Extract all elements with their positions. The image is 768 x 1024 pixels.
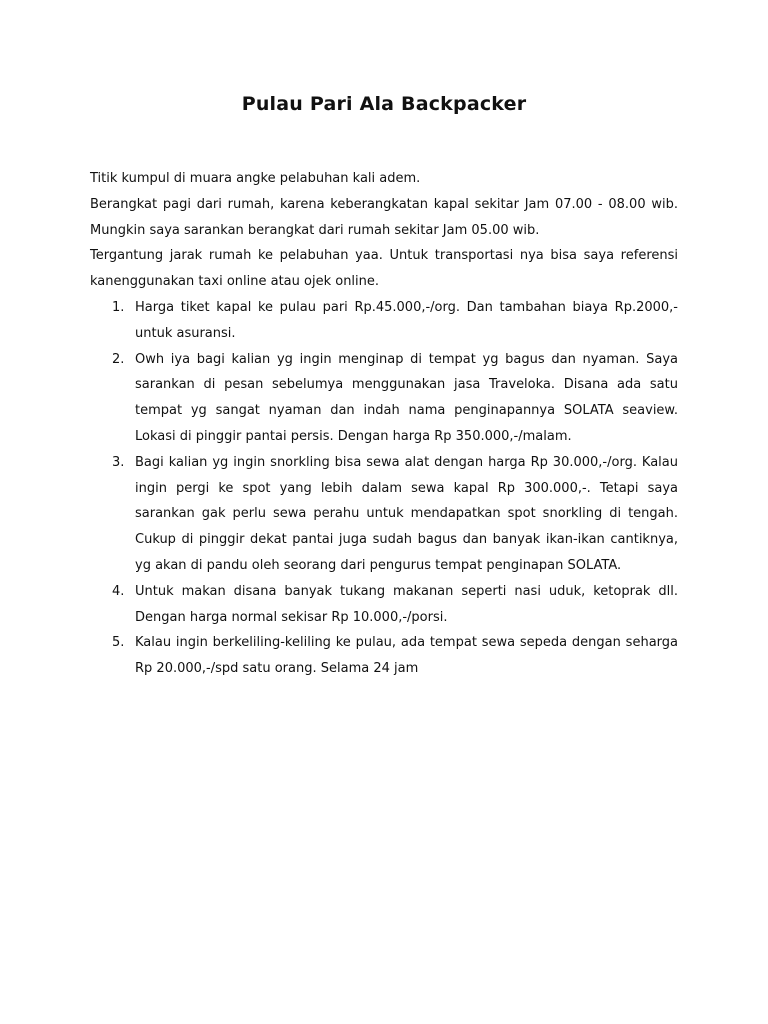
list-item — [90, 630, 678, 682]
list-number: 4. — [112, 583, 125, 599]
list-text: Untuk makan disana banyak tukang makanan seperti nasi uduk, ketoprak dll. Dengan harga normal sekisar Rp 10.000,-/porsi. — [135, 583, 678, 625]
list-item — [90, 347, 678, 450]
list-number: 1. — [112, 299, 125, 315]
paragraph-departure-time: Berangkat pagi dari rumah, karena keberangkatan kapal sekitar Jam 07.00 - 08.00 wib. Mungkin saya sarankan berangkat dari rumah sekitar Jam 05.00 wib. — [90, 196, 678, 238]
paragraph-meeting-point: Titik kumpul di muara angke pelabuhan kali adem. — [90, 171, 421, 186]
list-text: Bagi kalian yg ingin snorkling bisa sewa alat dengan harga Rp 30.000,-/org. Kalau ingin pergi ke spot yang lebih dalam sewa kapal Rp 300.000,-. Tetapi saya sarankan gak perlu sewa perahu untuk mendapatkan spot snorkling di tengah. Cukup di pinggir dekat pantai juga sudah bagus dan banyak ikan-ikan cantiknya, yg akan di pandu oleh seorang dari pengurus tempat penginapan SOLATA. — [135, 454, 678, 573]
document-body — [90, 166, 678, 682]
list-number: 3. — [112, 454, 125, 470]
paragraph-transportation: Tergantung jarak rumah ke pelabuhan yaa. Untuk transportasi nya bisa saya referensi kanenggunakan taxi online atau ojek online. — [90, 248, 678, 290]
list-text: Owh iya bagi kalian yg ingin menginap di tempat yg bagus dan nyaman. Saya sarankan di pesan sebelumya menggunakan jasa Traveloka. Disana ada satu tempat yg sangat nyaman dan indah nama penginapannya SOLATA seaview. Lokasi di pinggir pantai persis. Dengan harga Rp 350.000,-/malam. — [135, 351, 678, 444]
list-item — [90, 450, 678, 579]
list-item — [90, 579, 678, 631]
list-number: 5. — [112, 635, 125, 651]
document-title: Pulau Pari Ala Backpacker — [241, 93, 527, 115]
list-text: Harga tiket kapal ke pulau pari Rp.45.000,-/org. Dan tambahan biaya Rp.2000,- untuk asuransi. — [135, 299, 678, 341]
list-item — [90, 295, 678, 347]
list-text: Kalau ingin berkeliling-keliling ke pulau, ada tempat sewa sepeda dengan seharga Rp 20.000,-/spd satu orang. Selama 24 jam — [135, 635, 678, 677]
list-number: 2. — [112, 351, 125, 367]
tips-list — [90, 295, 678, 682]
